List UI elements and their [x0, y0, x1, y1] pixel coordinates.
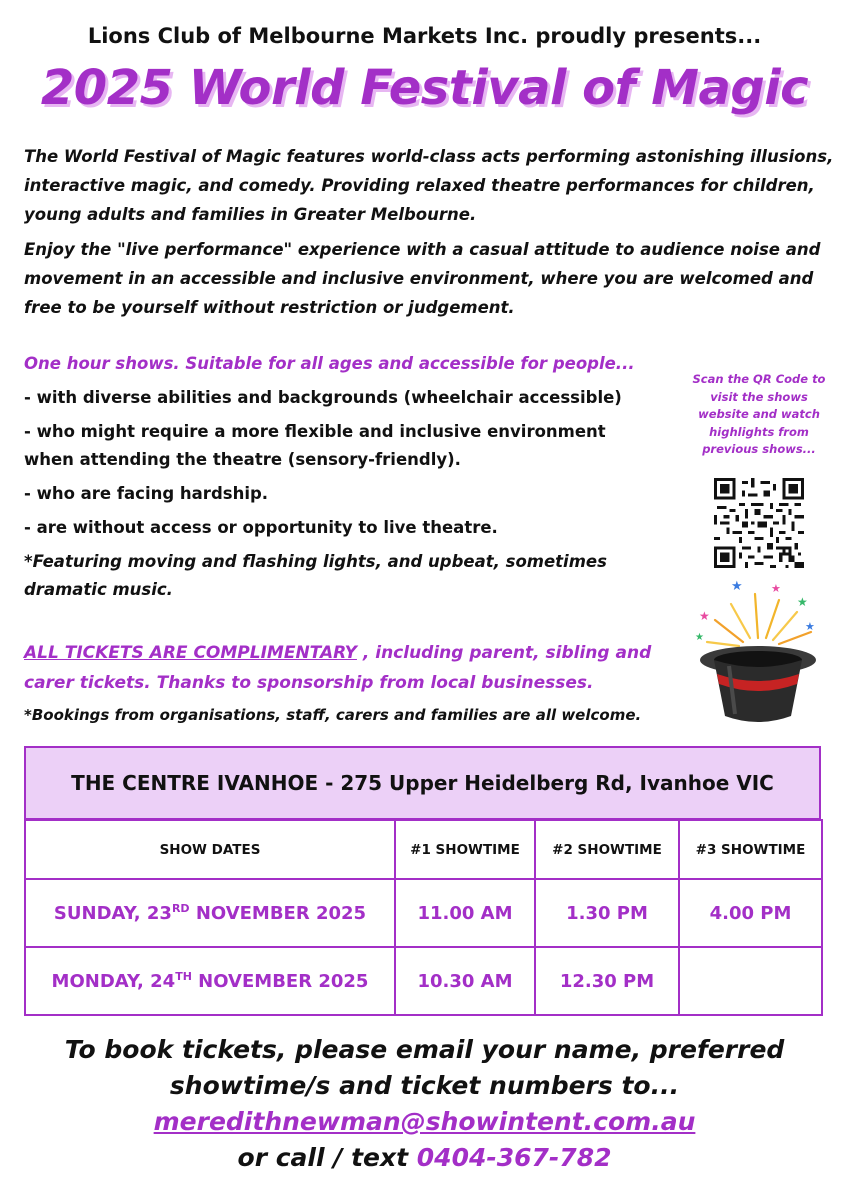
schedule-row-monday	[25, 947, 822, 1015]
schedule-row-sunday	[25, 879, 822, 947]
showtime-cell	[679, 947, 822, 1015]
audience-item-1: - with diverse abilities and backgrounds (wheelchair accessible)	[24, 388, 622, 407]
schedule-header-row	[25, 820, 822, 879]
phone-number[interactable]: 0404-367-782	[416, 1143, 612, 1172]
date-month: NOVEMBER 2025	[189, 903, 367, 924]
header-showtime-1: #1 SHOWTIME	[395, 820, 535, 879]
booking-line-1: To book tickets, please email your name, preferred	[64, 1035, 785, 1064]
intro-paragraph-1: The World Festival of Magic features world-class acts performing astonishing illusions, interactive magic, and comedy. Providing relaxed theatre performances for children, young adults and families in Greater Melbourne.	[24, 147, 834, 224]
date-day: SUNDAY, 23	[53, 903, 172, 924]
booking-line-2: showtime/s and ticket numbers to...	[169, 1071, 680, 1100]
date-cell	[25, 947, 395, 1015]
audience-item-4: - are without access or opportunity to live theatre.	[24, 518, 498, 537]
email-link[interactable]: meredithnewman@showintent.com.au	[153, 1107, 696, 1136]
audience-item-2: - who might require a more flexible and inclusive environment when attending the theatre (sensory-friendly).	[24, 422, 606, 469]
svg-text:★: ★	[805, 620, 815, 633]
showtime-cell: 1.30 PM	[535, 879, 679, 947]
schedule-table	[24, 819, 823, 1016]
header-showtime-3: #3 SHOWTIME	[679, 820, 822, 879]
svg-text:★: ★	[771, 582, 781, 595]
audience-item-3: - who are facing hardship.	[24, 484, 269, 503]
showtime-cell: 12.30 PM	[535, 947, 679, 1015]
header-show-dates: SHOW DATES	[25, 820, 395, 879]
showtime-cell: 10.30 AM	[395, 947, 535, 1015]
showtime-cell: 4.00 PM	[679, 879, 822, 947]
presenter-line: Lions Club of Melbourne Markets Inc. proudly presents...	[87, 24, 762, 48]
date-month: NOVEMBER 2025	[191, 971, 369, 992]
page-title: 2025 World Festival of Magic	[40, 60, 809, 116]
header-showtime-2: #2 SHOWTIME	[535, 820, 679, 879]
date-suffix: RD	[171, 902, 190, 915]
audience-heading: One hour shows. Suitable for all ages and accessible for people...	[24, 354, 635, 373]
showtime-cell: 11.00 AM	[395, 879, 535, 947]
qr-code-icon[interactable]	[714, 478, 804, 568]
date-day: MONDAY, 24	[51, 971, 176, 992]
magic-hat-icon	[693, 576, 823, 726]
tickets-info	[24, 638, 694, 698]
audience-section	[24, 350, 664, 604]
svg-text:★: ★	[731, 579, 743, 594]
qr-caption: Scan the QR Code to visit the shows website and watch highlights from previous shows...	[692, 372, 826, 456]
date-suffix: TH	[175, 970, 192, 983]
tickets-detail: , including parent, sibling and carer tickets. Thanks to sponsorship from local businesses.	[24, 643, 652, 693]
venue-banner: THE CENTRE IVANHOE - 275 Upper Heidelberg Rd, Ivanhoe VIC	[24, 746, 821, 820]
call-text: or call / text	[237, 1143, 417, 1172]
booking-instructions	[0, 1032, 849, 1176]
date-cell	[25, 879, 395, 947]
intro-paragraph-2: Enjoy the "live performance" experience with a casual attitude to audience noise and movement in an accessible and inclusive environment, where you are welcomed and free to be yourself without restriction or judgement.	[24, 240, 821, 317]
svg-text:★: ★	[797, 595, 808, 609]
svg-text:★: ★	[699, 609, 710, 623]
bookings-note: *Bookings from organisations, staff, carers and families are all welcome.	[24, 706, 642, 724]
intro-text	[24, 142, 834, 322]
audience-note: *Featuring moving and flashing lights, and upbeat, sometimes dramatic music.	[24, 552, 607, 599]
svg-text:★: ★	[695, 632, 704, 643]
complimentary-headline: ALL TICKETS ARE COMPLIMENTARY	[24, 643, 357, 663]
